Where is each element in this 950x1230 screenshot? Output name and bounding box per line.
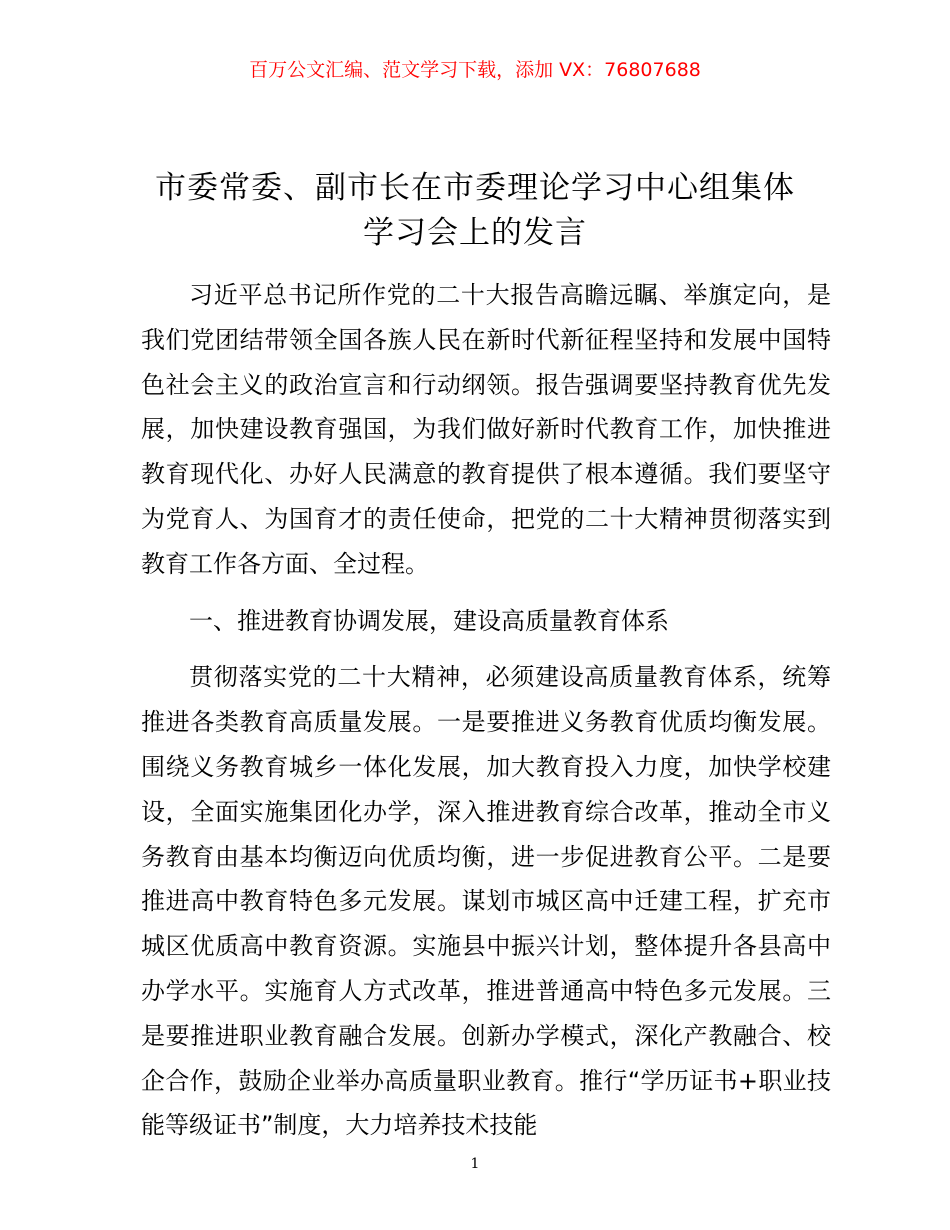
intro-paragraph: 习近平总书记所作党的二十大报告高瞻远瞩、举旗定向，是我们党团结带领全国各族人民在新时代新征程坚持和发展中国特色社会主义的政治宣言和行动纲领。报告强调要坚持教育优先发展，加快建设教育强国，为我们做好新时代教育工作，加快推进教育现代化、办好人民满意的教育提供了根本遵循。我们要坚守为党育人、为国育才的责任使命，把党的二十大精神贯彻落实到教育工作各方面、全过程。 — [141, 281, 831, 578]
section-heading-1: 一、推进教育协调发展，建设高质量教育体系 — [189, 606, 669, 635]
document-title — [130, 166, 820, 256]
section-1-paragraph: 贯彻落实党的二十大精神，必须建设高质量教育体系，统筹推进各类教育高质量发展。一是要推进义务教育优质均衡发展。围绕义务教育城乡一体化发展，加大教育投入力度，加快学校建设，全面实施集团化办学，深入推进教育综合改革，推动全市义务教育由基本均衡迈向优质均衡，进一步促进教育公平。二是要推进高中教育特色多元发展。谋划市城区高中迁建工程，扩充市城区优质高中教育资源。实施县中振兴计划，整体提升各县高中办学水平。实施育人方式改革，推进普通高中特色多元发展。三是要推进职业教育融合发展。创新办学模式，深化产教融合、校企合作，鼓励企业举办高质量职业教育。推行“学历证书+职业技能等级证书”制度，大力培养技术技能 — [141, 663, 831, 1140]
watermark-header: 百万公文汇编、范文学习下载，添加 VX：76807688 — [249, 59, 701, 81]
title-line-2: 学习会上的发言 — [363, 215, 587, 251]
document-body — [141, 273, 831, 1148]
title-line-1: 市委常委、副市长在市委理论学习中心组集体 — [155, 170, 795, 206]
page-number: 1 — [470, 1156, 480, 1172]
